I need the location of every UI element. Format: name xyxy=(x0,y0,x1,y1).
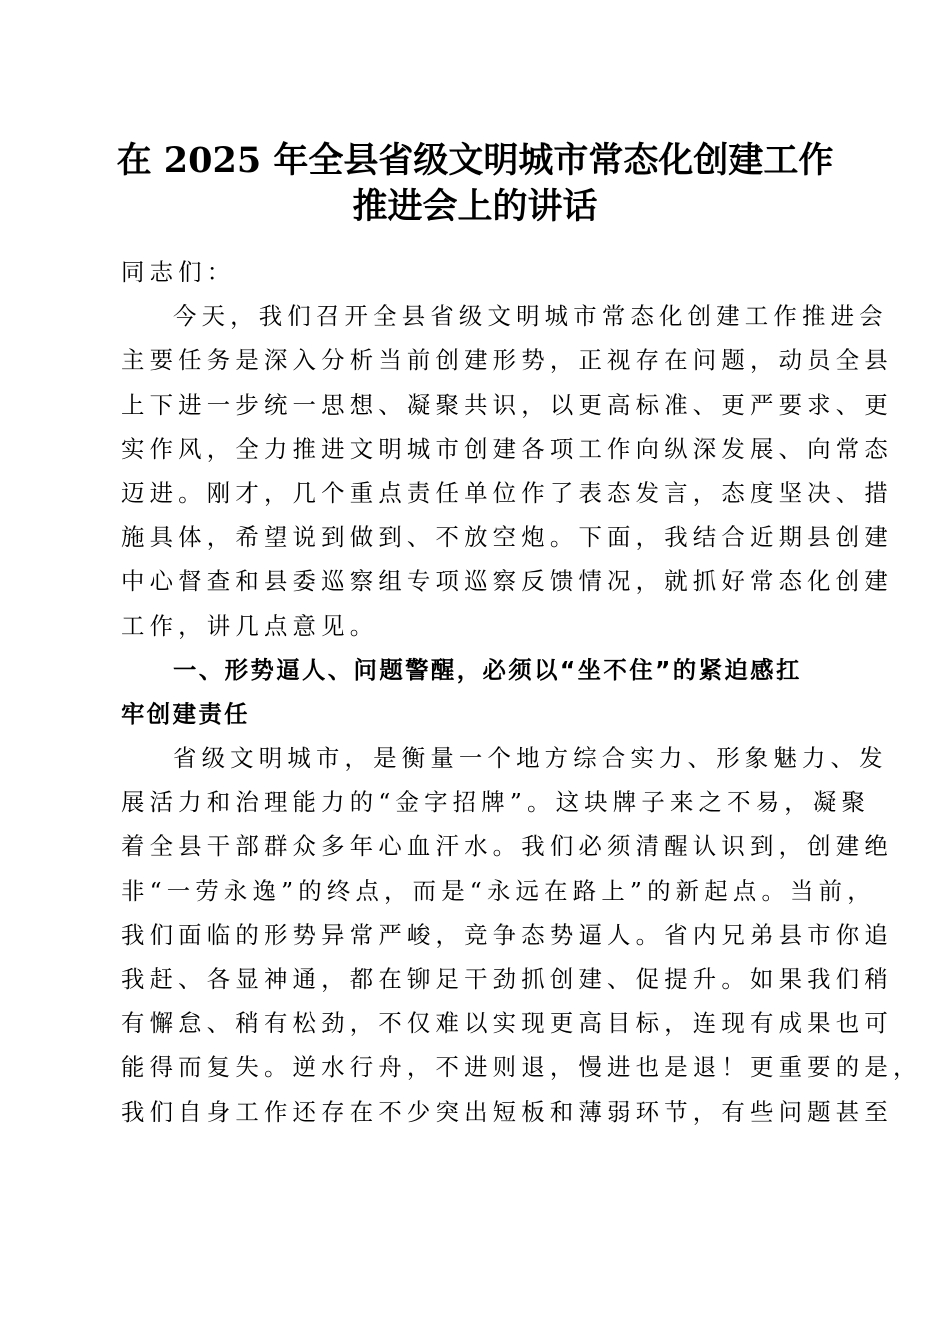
intro-line: 实作风，全力推进文明城市创建各项工作向纵深发展、向常态 xyxy=(121,434,893,463)
paragraph-line: 展活力和治理能力的“金字招牌”。这块牌子来之不易，凝聚 xyxy=(121,788,871,817)
intro-paragraph xyxy=(121,294,893,648)
paragraph-line: 有懈怠、稍有松劲，不仅难以实现更高目标，连现有成果也可 xyxy=(121,1009,893,1038)
section-heading-line: 牢创建责任 xyxy=(121,699,250,728)
intro-line: 主要任务是深入分析当前创建形势，正视存在问题，动员全县 xyxy=(121,346,893,375)
paragraph-line: 我们面临的形势异常严峻，竞争态势逼人。省内兄弟县市你追 xyxy=(121,920,893,949)
title-line-2: 推进会上的讲话 xyxy=(352,186,598,227)
paragraph-line: 我们自身工作还存在不少突出短板和薄弱环节，有些问题甚至 xyxy=(121,1097,893,1126)
paragraph-line: 能得而复失。逆水行舟，不进则退，慢进也是退！更重要的是， xyxy=(121,1053,922,1082)
intro-line: 施具体，希望说到做到、不放空炮。下面，我结合近期县创建 xyxy=(121,523,893,552)
paragraph-line: 我赶、各显神通，都在铆足干劲抓创建、促提升。如果我们稍 xyxy=(121,965,893,993)
intro-line: 上下进一步统一思想、凝聚共识，以更高标准、更严要求、更 xyxy=(121,390,893,419)
title-line-1: 在 2025 年全县省级文明城市常态化创建工作 xyxy=(116,140,834,181)
section-1-paragraph xyxy=(121,736,922,1134)
intro-line: 中心督查和县委巡察组专项巡察反馈情况，就抓好常态化创建 xyxy=(121,567,893,596)
document-body xyxy=(121,250,922,1134)
intro-line: 工作，讲几点意见。 xyxy=(121,611,379,640)
paragraph-line: 着全县干部群众多年心血汗水。我们必须清醒认识到，创建绝 xyxy=(121,832,893,861)
paragraph-line: 省级文明城市，是衡量一个地方综合实力、形象魅力、发 xyxy=(173,744,888,773)
intro-line: 迈进。刚才，几个重点责任单位作了表态发言，态度坚决、措 xyxy=(121,478,893,507)
salutation: 同志们： xyxy=(121,258,236,286)
document-title xyxy=(100,138,850,230)
paragraph-line: 非“一劳永逸”的终点，而是“永远在路上”的新起点。当前， xyxy=(121,876,876,905)
section-heading-1 xyxy=(121,648,829,736)
section-heading-line: 一、形势逼人、问题警醒，必须以“坐不住”的紧迫感扛 xyxy=(173,655,802,684)
intro-line: 今天，我们召开全县省级文明城市常态化创建工作推进会 xyxy=(173,302,888,331)
